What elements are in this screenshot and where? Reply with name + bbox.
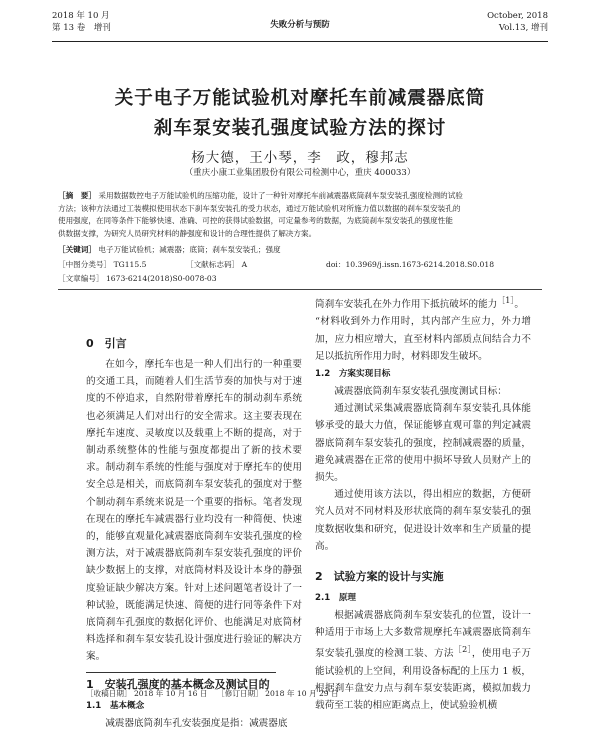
running-header [52, 10, 548, 38]
continued-text-end: 。 [514, 299, 524, 311]
paragraph-1-1-b: “材料收到外力作用时，其内部产生应力，外力增加，应力相应增大，直至材料内部质点间结合力不足以抵抗所作用力时，材料即发生破坏。 [315, 316, 531, 362]
header-date-en: October, 2018 [487, 11, 548, 21]
continued-text: 筒刹车安装孔在外力作用下抵抗破坏的能力 [315, 299, 498, 311]
received-date: ［收稿日期］ 2018 年 10 月 16 日 [86, 689, 208, 698]
article-number: ［文章编号］ 1673-6214(2018)S0-0078-03 [58, 274, 217, 283]
paper-title [40, 84, 560, 144]
header-date: 2018 年 10 月 [52, 11, 110, 21]
citation-1: ［1］ [497, 296, 515, 305]
header-volume-en: Vol.13, 增刊 [498, 23, 548, 33]
revised-date: ［修订日期］ 2018 年 10 月 29 日 [217, 689, 339, 698]
paragraph-1-1: 减震器底筒刹车孔安装强度是指：减震器底 [105, 717, 288, 729]
title-line-2: 刹车泵安装孔强度试验方法的探讨 [153, 118, 447, 139]
header-volume: 第 13 卷 增刊 [52, 23, 111, 33]
subsection-heading-1-2: 1.2 方案实现目标 [315, 369, 391, 379]
keywords-text: 电子万能试验机；减震器；底筒；刹车泵安装孔；强度 [98, 245, 281, 254]
affiliation: （重庆小康工业集团股份有限公司检测中心，重庆 400033） [184, 168, 416, 178]
subsection-heading-2-1: 2.1 原理 [315, 593, 357, 604]
doi: doi：10.3969/j.issn.1673-6214.2018.S0.018 [326, 260, 495, 269]
header-rule [52, 41, 548, 42]
title-line-1: 关于电子万能试验机对摩托车前减震器底筒 [114, 88, 486, 109]
document-code: ［文献标志码］ A [186, 260, 248, 269]
intro-paragraph: 在如今，摩托车也是一种人们出行的一种重要的交通工具，而随着人们生活节奏的加快与对于速度的不停追求，自然附带着摩托车的制动刹车系统也必须满足人们对出行的安全需求。这主要表现在摩托车速度、灵敏度以及载重上不断的提高，对于制动系统整体的性能与强度都提出了新的技术要求。制动刹车系统的性能与强度对于摩托车的使用安全总是相关，而底筒刹车泵安装孔的强度对于整个制动刹车系统来说是一个重要的指标。笔者发现在现在的摩托车减震器行业均没有一种简便、快速的，能够直观量化减震器底筒刹车安装孔强度的检测方法，对于减震器底筒刹车泵安装孔强度的评价缺少数据上的支撑，对底筒材料及设计本身的静强度验证缺少解决方案。针对上述问题笔者设计了一种试验，既能满足快速、简便的进行同等条件下对底筒刹车孔强度的数据化评价、也能满足对底筒材料选择和刹车泵安装孔设计强度进行验证的解决方案。 [86, 359, 302, 663]
keywords-label: ［关键词］ [58, 245, 96, 254]
abstract-line: 方法；该种方法通过工装模拟使用状态下刹车泵安装孔的受力状态，通过万能试验机对所施力值以数据的刹车泵安装孔的 [58, 203, 461, 213]
clc-number: ［中图分类号］ TG115.5 [58, 260, 147, 269]
header-journal-name: 失败分析与预防 [270, 20, 330, 30]
paragraph-1-2-a: 减震器底筒刹车泵安装孔强度测试目标： [334, 386, 507, 397]
abstract-line [58, 190, 542, 203]
footnote-dates [86, 688, 339, 699]
paragraph-1-2-c: 通过使用该方法以，得出相应的数据，方便研究人员对不同材料及形状底筒的刹车泵安装孔的强度数据收集和研究，促进设计效率和生产质量的提高。 [315, 489, 531, 552]
right-column [315, 292, 531, 714]
abstract-text: 采用数据数控电子万能试验机的压缩功能，设计了一种针对摩托车前减震器底筒刹车泵安装孔强度检测的试验 [98, 191, 463, 200]
authors: 杨大德，王小琴，李 政，穆邦志 [191, 150, 409, 166]
paragraph-1-2-b: 通过测试采集减震器底筒刹车泵安装孔具体能够承受的最大力值，保证能够直观可靠的判定减震器底筒刹车泵安装孔的强度，控制减震器的质量，避免减震器在正常的使用中损坏导致人员财产上的损失。 [315, 403, 531, 484]
section-heading-1: 1 安装孔强度的基本概念及测试目的 [86, 677, 270, 691]
abstract-line: 使用强度，在同等条件下能够快速、准确、可控的获得试验数据，可定量参考的数据，为底筒刹车泵安装孔的强度性能 [58, 216, 453, 226]
subsection-heading-1-1: 1.1 基本概念 [86, 700, 145, 711]
section-heading-2: 2 试验方案的设计与实施 [315, 570, 444, 584]
keywords [58, 244, 542, 255]
paragraph-2-1-text: 根据减震器底筒刹车泵安装孔的位置，设计一种适用于市场上大多数常规摩托车减震器底筒刹车泵安装孔强度的检测工装、方法 [315, 610, 531, 660]
section-heading-introduction: 0 引言 [86, 337, 127, 350]
footnote-rule [86, 672, 276, 673]
paragraph-1-1-continued [315, 292, 531, 313]
abstract [58, 190, 542, 240]
abstract-line: 供数据支撑，为研究人员研究材料的静强度和设计的合理性提供了解决方案。 [58, 228, 317, 238]
header-right [487, 10, 548, 34]
abstract-label: ［摘 要］ [58, 191, 96, 200]
paragraph-2-1 [315, 607, 531, 714]
paragraph-2-1-end: ，使用电子万能试验机的上空间，利用设备标配的上压力 1 板，根据刹车盘安力点与刹车泵安装距离，模拟加载力载荷至工装的相应距离点上，使试验验机横 [315, 648, 532, 712]
citation-2: ［2］ [453, 645, 472, 655]
metadata-rule [58, 289, 542, 290]
